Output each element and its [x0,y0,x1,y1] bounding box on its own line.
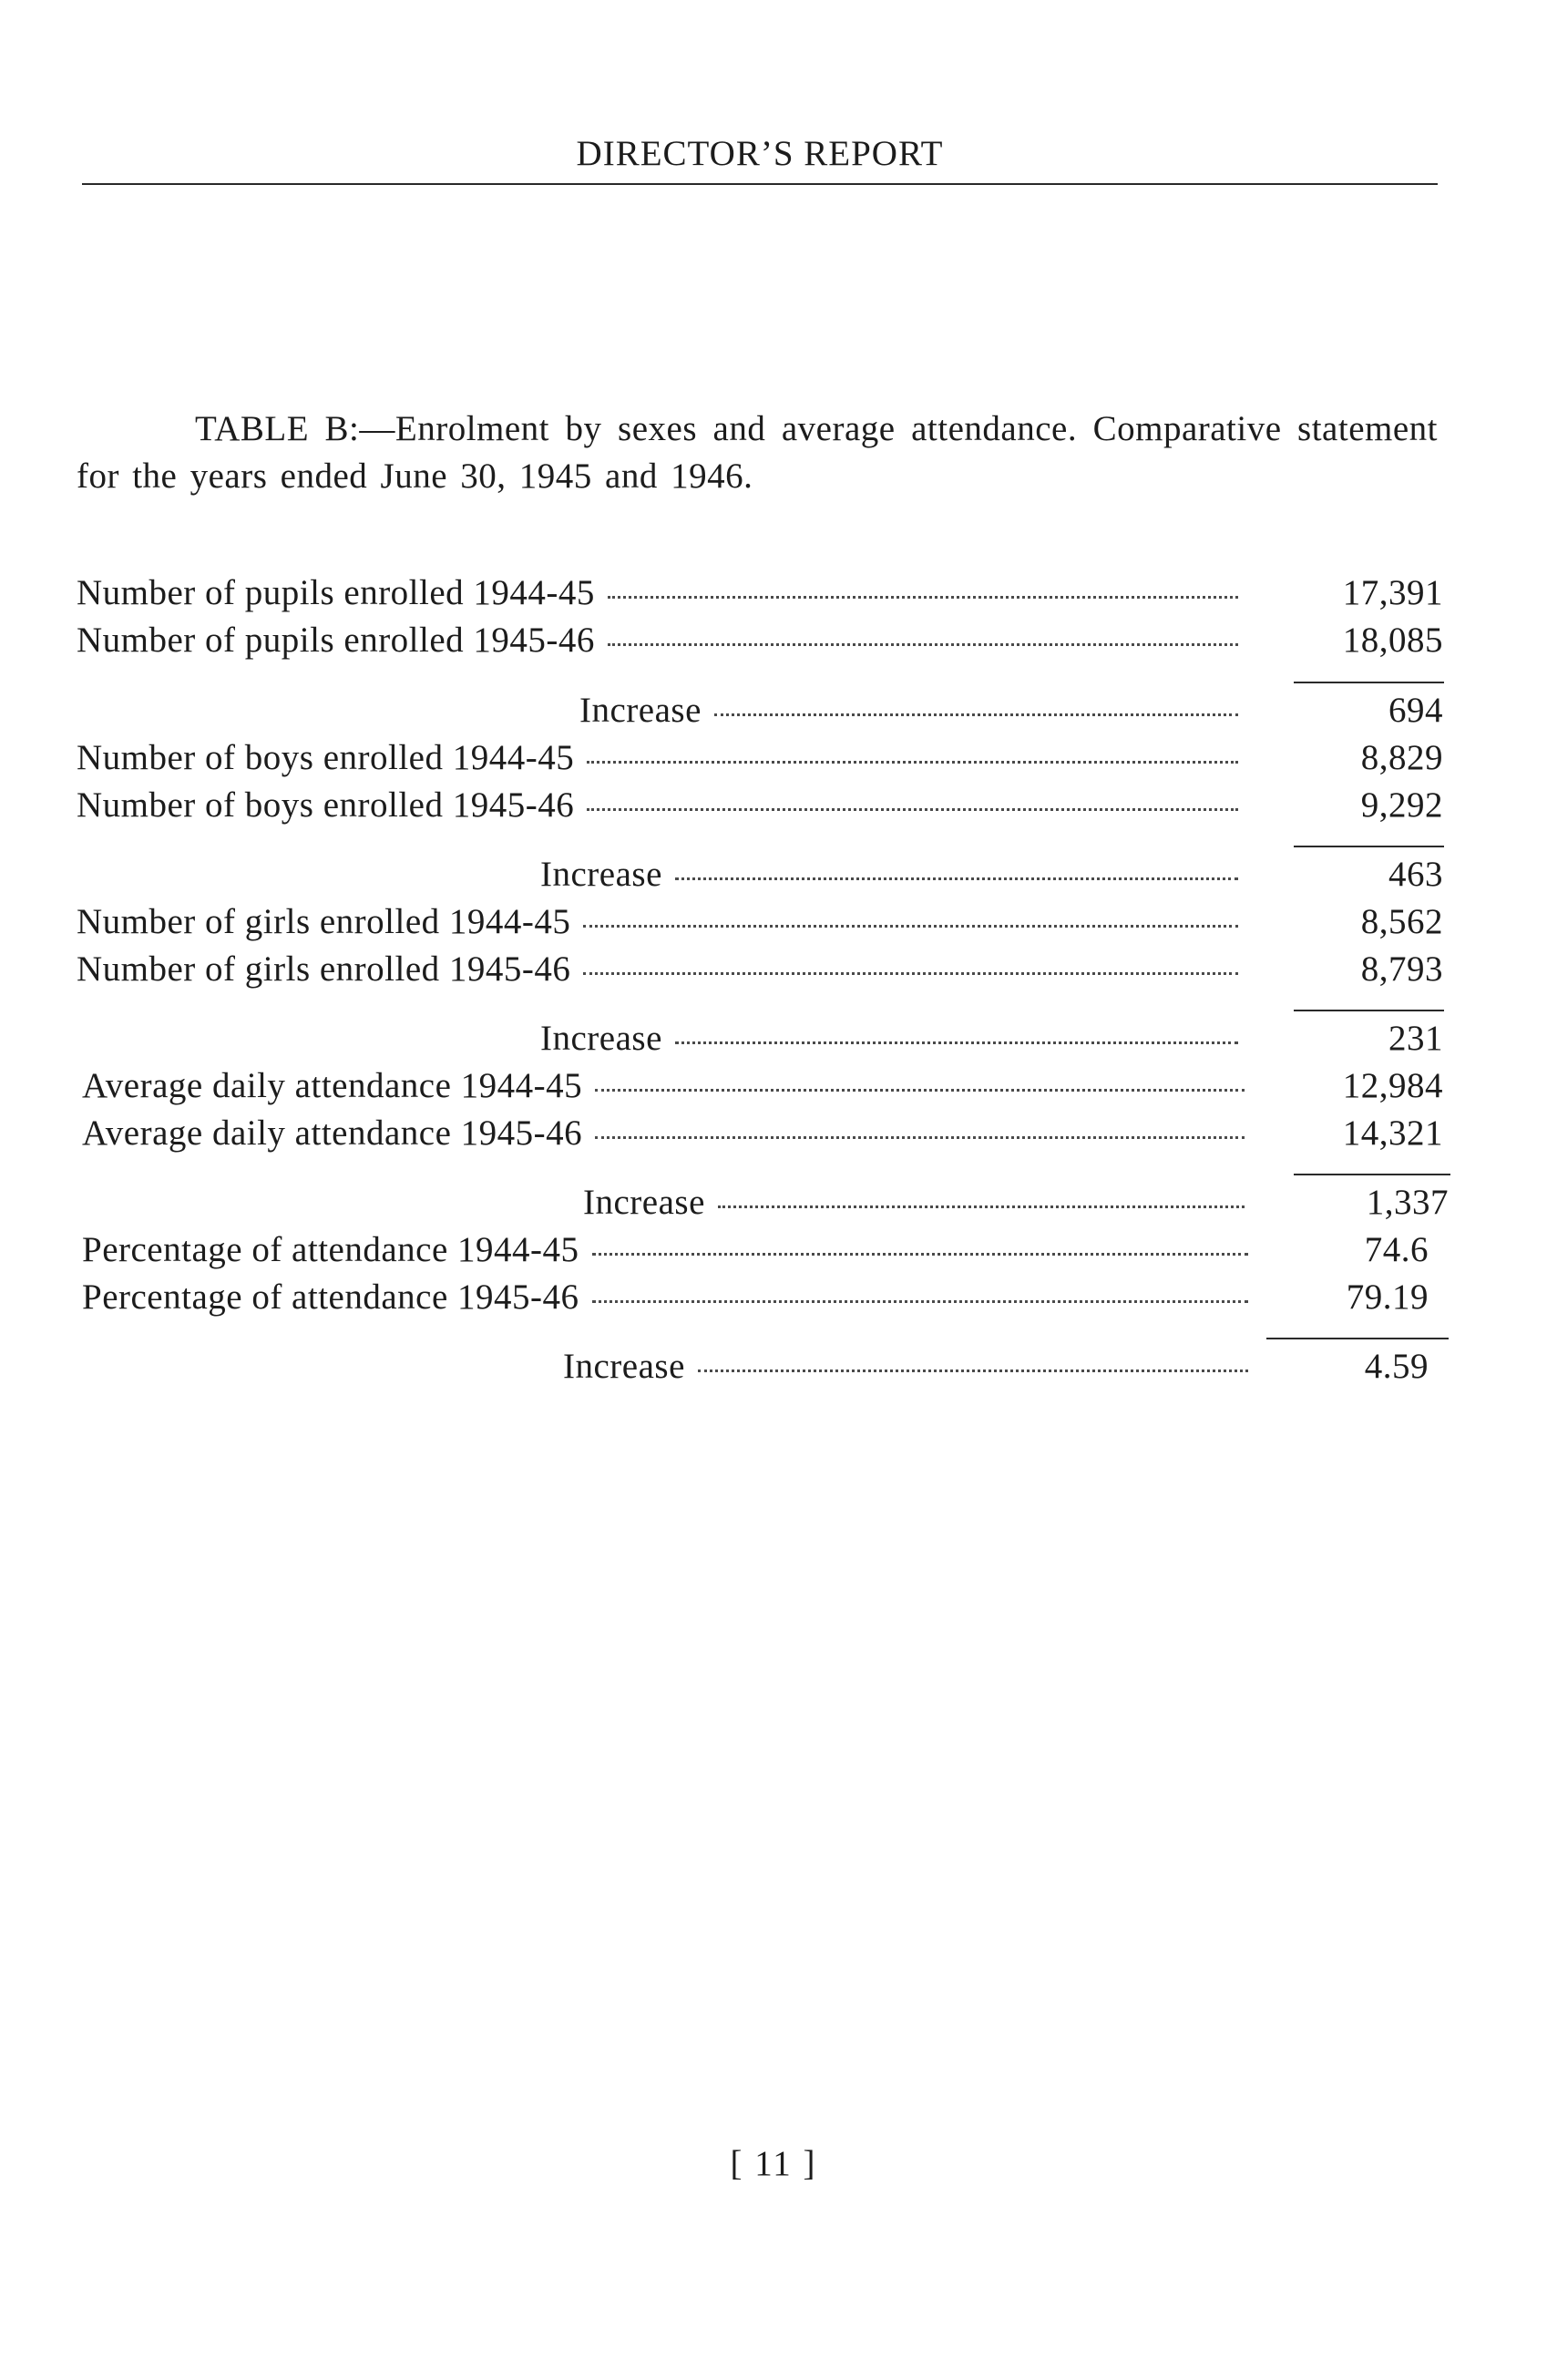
dot-leader [592,1253,1248,1256]
table-row [77,949,1244,994]
dot-leader [608,643,1238,646]
sum-rule [1294,1174,1450,1175]
running-head: DIRECTOR’S REPORT [576,134,944,173]
row-label: Percentage of attendance 1945-46 [82,1277,579,1317]
dot-leader [608,596,1238,599]
dot-leader [718,1205,1245,1208]
table-row [77,572,1244,618]
row-label: Number of girls enrolled 1945-46 [77,949,571,989]
dot-leader [587,761,1238,764]
row-value: 79.19 [1346,1277,1429,1317]
table-row [82,1065,1250,1111]
dot-leader [698,1370,1248,1372]
row-value: 463 [1388,855,1443,894]
increase-row [540,1018,1244,1063]
row-label: Average daily attendance 1944-45 [82,1066,583,1105]
sum-rule [1294,846,1444,847]
table-row [82,1113,1250,1158]
table-row [77,737,1244,783]
table-row [77,785,1244,830]
dot-leader [595,1089,1245,1092]
header-rule [82,183,1438,185]
row-value: 17,391 [1342,573,1443,612]
row-label: Increase [583,1183,705,1222]
row-value: 14,321 [1342,1113,1443,1153]
row-value: 8,562 [1360,902,1443,941]
row-value: 18,085 [1342,621,1443,660]
table-row [77,620,1244,665]
row-value: 12,984 [1342,1066,1443,1105]
row-label: Number of girls enrolled 1944-45 [77,902,571,941]
table-row [82,1277,1254,1322]
row-label: Number of pupils enrolled 1945-46 [77,621,595,660]
dot-leader [583,972,1238,975]
increase-row [540,854,1244,899]
table-row [82,1229,1254,1275]
row-value: 694 [1388,691,1443,730]
increase-row [579,690,1244,735]
sum-rule [1294,682,1444,683]
increase-row [563,1346,1254,1391]
row-value: 8,829 [1360,738,1443,777]
dot-leader [583,925,1238,928]
row-label: Increase [540,1019,662,1058]
increase-row [583,1182,1250,1227]
dot-leader [714,713,1238,716]
page-number: [ 11 ] [730,2144,817,2183]
row-label: Percentage of attendance 1944-45 [82,1230,579,1269]
row-value: 4.59 [1364,1347,1429,1386]
dot-leader [587,808,1238,811]
sum-rule [1266,1338,1449,1339]
dot-leader [675,877,1238,880]
row-label: Average daily attendance 1945-46 [82,1113,583,1153]
dot-leader [675,1041,1238,1044]
table-row [77,901,1244,947]
row-label: Increase [540,855,662,894]
row-value: 231 [1388,1019,1443,1058]
row-value: 8,793 [1360,949,1443,989]
row-label: Increase [579,691,702,730]
sum-rule [1294,1010,1444,1011]
row-label: Number of boys enrolled 1945-46 [77,785,575,825]
row-value: 1,337 [1366,1183,1449,1222]
row-value: 74.6 [1364,1230,1429,1269]
row-value: 9,292 [1360,785,1443,825]
row-label: Increase [563,1347,685,1386]
row-label: Number of pupils enrolled 1944-45 [77,573,595,612]
table-caption: TABLE B:—Enrolment by sexes and average attendance. Comparative statement for the years ended June 30, 1945 and 1946. [77,409,1438,496]
dot-leader [595,1136,1245,1139]
row-label: Number of boys enrolled 1944-45 [77,738,575,777]
dot-leader [592,1300,1248,1303]
